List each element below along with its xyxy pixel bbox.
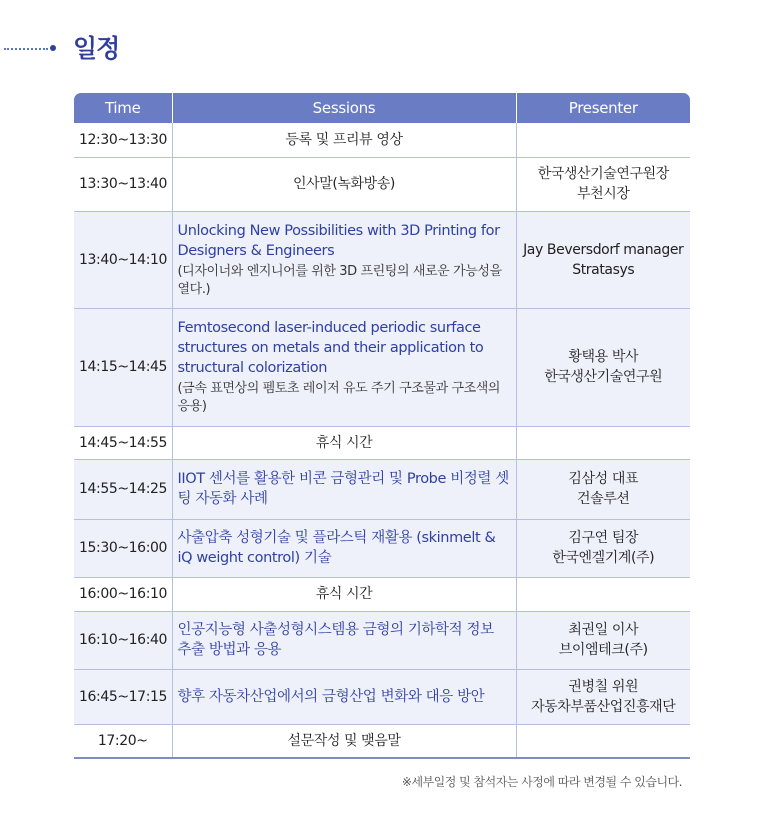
row-presenter [516,669,690,724]
table-row [74,724,690,758]
row-time: 13:30~13:40 [74,157,172,211]
presenter-name: 김구연 팀장 [568,530,639,546]
table-header-row [74,93,690,123]
session-title: 인공지능형 사출성형시스템용 금형의 기하학적 정보 추출 방법과 응용 [177,622,494,658]
presenter-org: 브이엠테크(주) [558,642,648,658]
header-sessions: Sessions [172,93,516,123]
table-row [74,519,690,577]
table-row [74,459,690,519]
row-session [172,211,516,308]
row-session [172,459,516,519]
row-session [172,308,516,426]
footnote: ※세부일정 및 참석자는 사정에 따라 변경될 수 있습니다. [401,775,682,789]
row-session [172,519,516,577]
row-presenter [516,426,690,459]
row-time: 16:00~16:10 [74,577,172,611]
session-title: Unlocking New Possibilities with 3D Printing for Designers & Engineers [177,222,500,259]
table-row [74,611,690,669]
header-presenter: Presenter [516,93,690,123]
session-title: 휴식 시간 [315,586,373,602]
presenter-org: Stratasys [572,261,635,278]
row-session [172,426,516,459]
dotted-line-decoration [4,48,48,50]
session-subtitle: (디자이너와 엔지니어를 위한 3D 프린팅의 새로운 가능성을 열다.) [177,263,502,297]
schedule-table [74,93,690,759]
row-presenter [516,724,690,758]
session-title: 등록 및 프리뷰 영상 [285,131,403,148]
session-title: 설문작성 및 맺음말 [287,732,401,749]
presenter-name: 황택용 박사 [568,349,639,365]
section-heading [0,33,200,67]
row-time: 14:55~14:25 [74,459,172,519]
table-row [74,669,690,724]
row-time: 14:45~14:55 [74,426,172,459]
row-time: 13:40~14:10 [74,211,172,308]
row-time: 14:15~14:45 [74,308,172,426]
table-row [74,123,690,157]
table-row [74,211,690,308]
row-session [172,577,516,611]
row-presenter [516,211,690,308]
presenter-org: 한국생산기술연구원 [544,369,663,385]
presenter-name: 김삼성 대표 [568,471,639,487]
presenter-name: 권병칠 위원 [568,678,639,695]
session-title: 사출압축 성형기술 및 플라스틱 재활용 (skinmelt & iQ weight control) 기술 [177,530,496,566]
row-time: 15:30~16:00 [74,519,172,577]
session-title: Femtosecond laser-induced periodic surface structures on metals and their application to structural colorization [177,320,484,376]
section-title: 일정 [73,34,120,63]
presenter-name: 한국생산기술연구원장 [537,166,669,182]
session-subtitle: (금속 표면상의 펨토초 레이저 유도 주기 구조물과 구조색의 응용) [177,381,501,414]
row-presenter [516,577,690,611]
row-presenter [516,157,690,211]
row-session [172,611,516,669]
presenter-org: 건솔루션 [577,491,630,507]
header-time: Time [74,93,172,123]
session-title: IIOT 센서를 활용한 비콘 금형관리 및 Probe 비정렬 셋팅 자동화 사례 [177,471,509,507]
row-presenter [516,519,690,577]
row-session [172,123,516,157]
row-time: 17:20~ [74,724,172,758]
row-presenter [516,308,690,426]
table-row [74,426,690,459]
row-session [172,157,516,211]
bullet-dot-icon [50,45,56,51]
session-title: 휴식 시간 [315,434,373,451]
table-row [74,577,690,611]
row-time: 16:45~17:15 [74,669,172,724]
row-session [172,724,516,758]
row-session [172,669,516,724]
table-row [74,157,690,211]
session-title: 인사말(녹화방송) [293,176,395,192]
row-time: 16:10~16:40 [74,611,172,669]
row-time: 12:30~13:30 [74,123,172,157]
row-presenter [516,611,690,669]
row-presenter [516,123,690,157]
presenter-name: Jay Beversdorf manager [523,241,684,258]
row-presenter [516,459,690,519]
session-title: 향후 자동차산업에서의 금형산업 변화와 대응 방안 [177,688,485,705]
presenter-org: 자동차부품산업진흥재단 [531,698,676,715]
presenter-org: 한국엔겔기계(주) [552,550,655,566]
presenter-name: 최권일 이사 [568,622,639,638]
presenter-org: 부천시장 [577,186,630,202]
table-row [74,308,690,426]
